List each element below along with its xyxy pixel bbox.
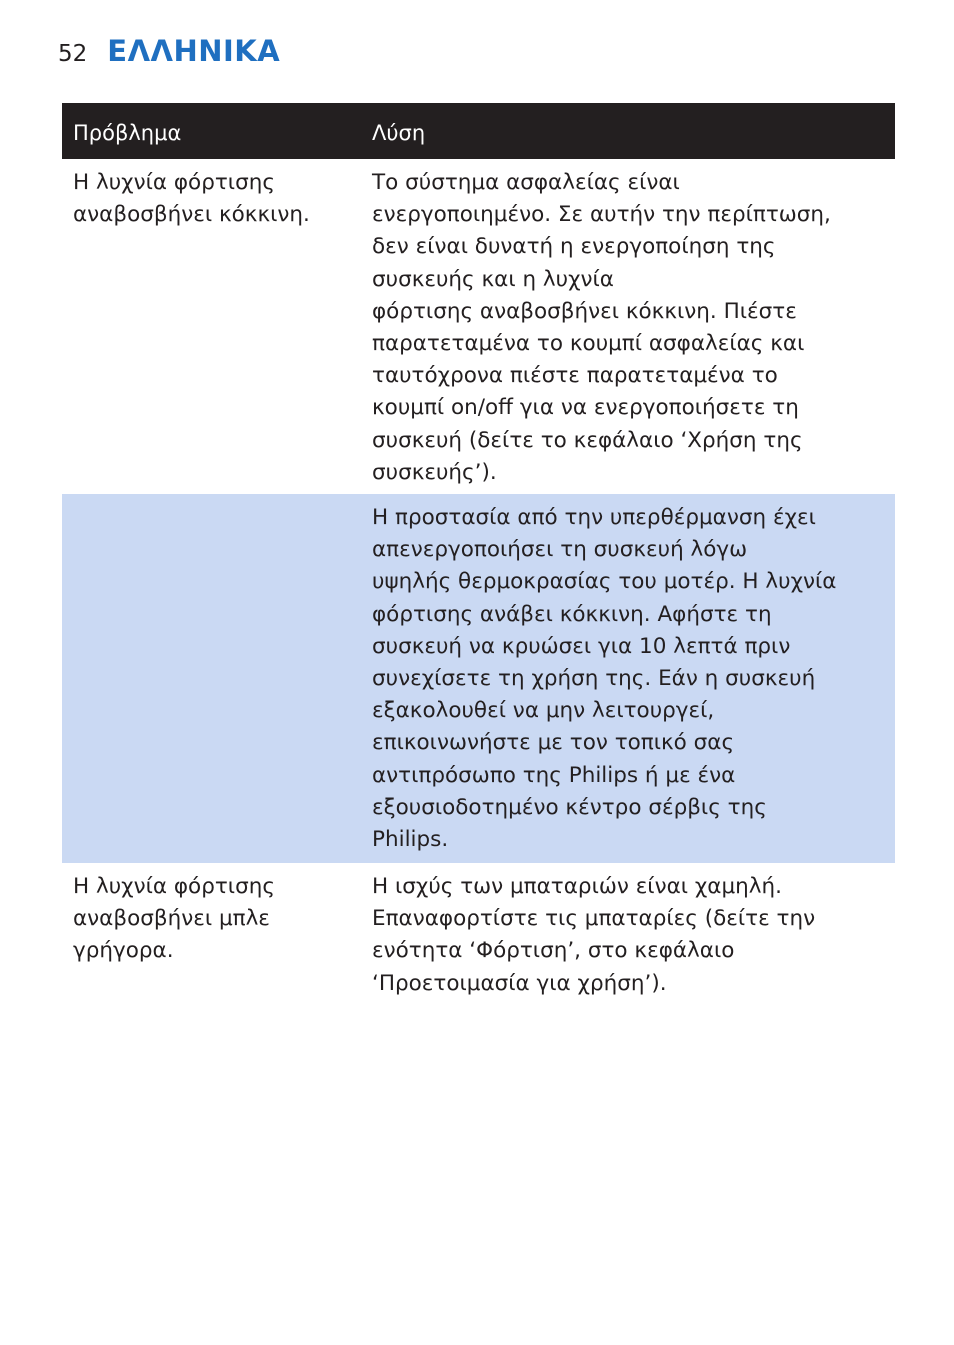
- table-row: [62, 863, 895, 1013]
- page-number: 52: [58, 41, 88, 67]
- table-row: [62, 159, 895, 494]
- problem-cell: Η λυχνία φόρτισης αναβοσβήνει κόκκινη.: [73, 170, 310, 228]
- problem-cell: Η λυχνία φόρτισης αναβοσβήνει μπλε γρήγορα.: [73, 874, 275, 964]
- troubleshooting-table: [62, 103, 895, 1013]
- table-header-row: [62, 103, 895, 159]
- section-title: ΕΛΛΗΝΙΚΑ: [107, 34, 281, 68]
- solution-cell: Η προστασία από την υπερθέρμανση έχει απενεργοποιήσει τη συσκευή λόγω υψηλής θερμοκρασίας του μοτέρ. Η λυχνία φόρτισης ανάβει κόκκινη. Αφήστε τη συσκευή να κρυώσει για 10 λεπτά πριν συνεχίσετε τη χρήση της. Εάν η συσκευή εξακολουθεί να μην λειτουργεί, επικοινωνήστε με τον τοπικό σας αντιπρόσωπο της Philips ή με ένα εξουσιοδοτημένο κέντρο σέρβις της Philips.: [372, 505, 837, 853]
- page-header: [58, 34, 280, 74]
- solution-cell: Το σύστημα ασφαλείας είναι ενεργοποιημένο. Σε αυτήν την περίπτωση, δεν είναι δυνατή η ενεργοποίηση της συσκευής και η λυχνία φόρτισης αναβοσβήνει κόκκινη. Πιέστε παρατεταμένα το κουμπί ασφαλείας και ταυτόχρονα πιέστε παρατεταμένα το κουμπί on/off για να ενεργοποιήσετε τη συσκευή (δείτε το κεφάλαιο ‘Χρήση της συσκευής’).: [372, 170, 831, 485]
- table-row: [62, 494, 895, 863]
- column-header-solution: Λύση: [372, 121, 426, 145]
- column-header-problem: Πρόβλημα: [73, 121, 182, 145]
- solution-cell: Η ισχύς των μπαταριών είναι χαμηλή. Επαναφορτίστε τις μπαταρίες (δείτε την ενότητα ‘Φόρτιση’, στο κεφάλαιο ‘Προετοιμασία για χρήση’).: [372, 874, 816, 996]
